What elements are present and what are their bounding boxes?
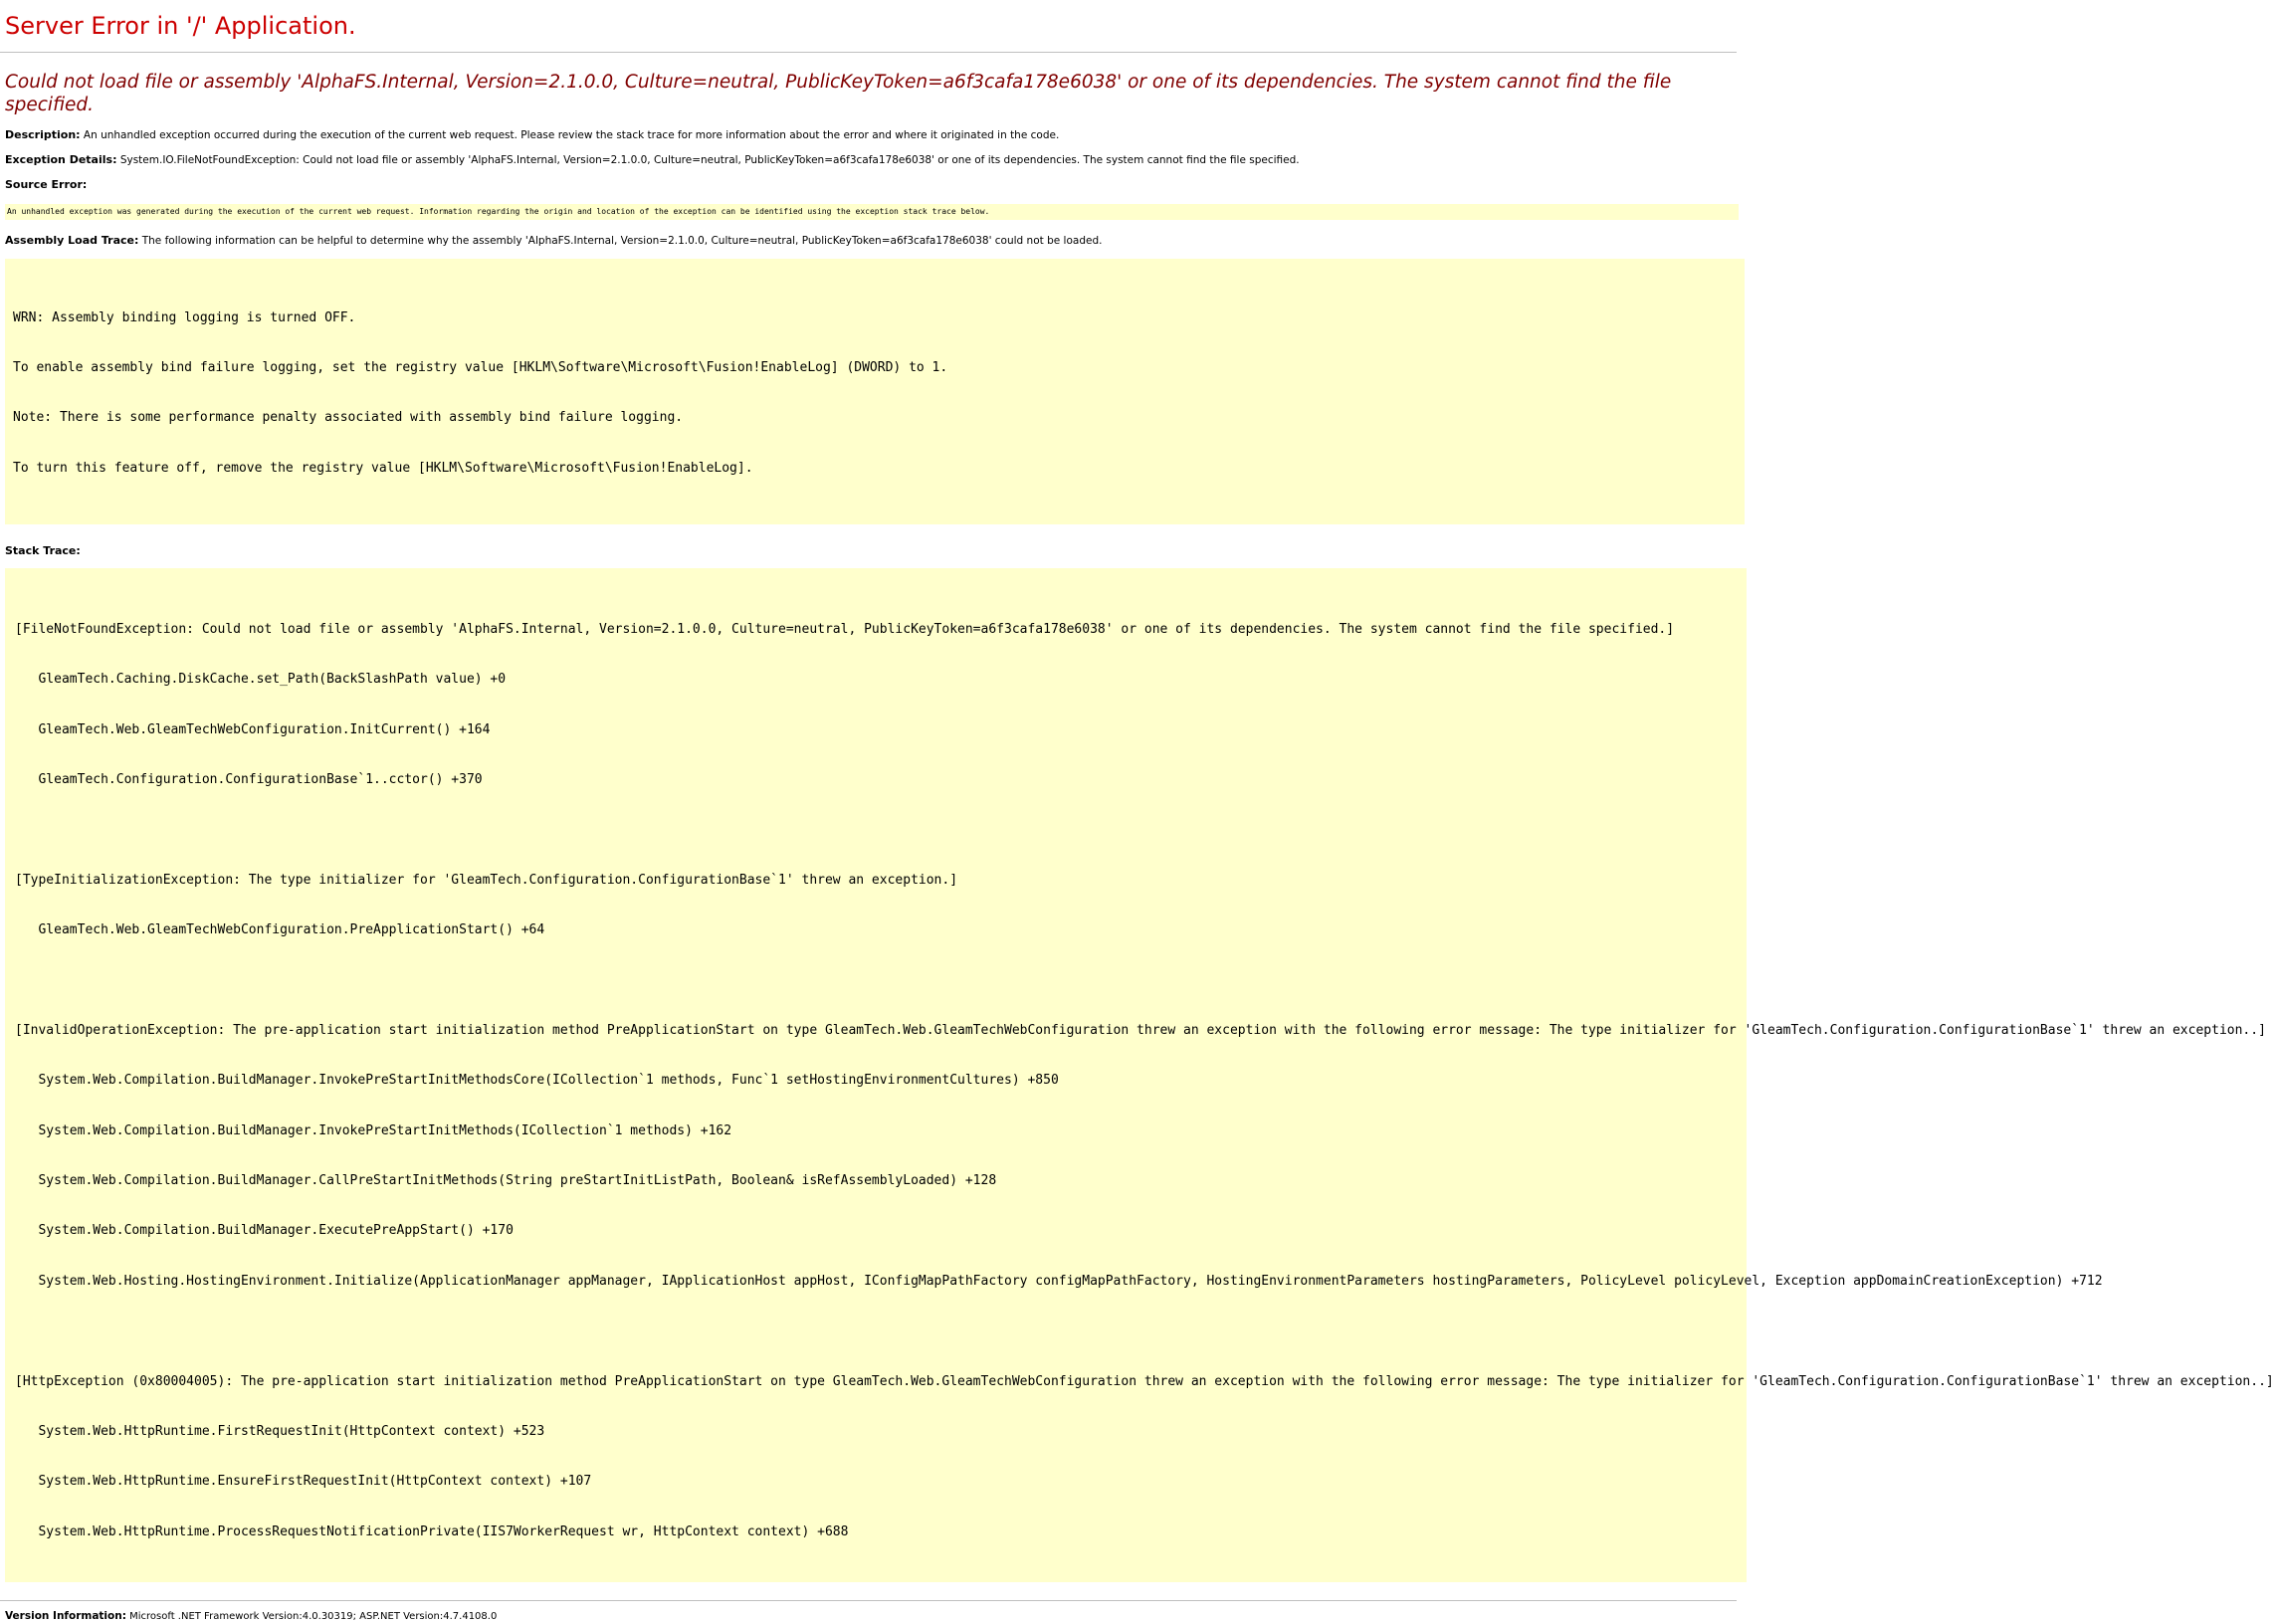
title-divider	[0, 52, 1737, 53]
source-error-label: Source Error:	[5, 178, 88, 191]
stack-line: System.Web.HttpRuntime.FirstRequestInit(HttpContext context) +523	[15, 1424, 545, 1439]
stack-line: [HttpException (0x80004005): The pre-application start initialization method PreApplicationStart on type GleamTech.Web.GleamTechWebConfiguration threw an exception with the following error message: The type initializer for 'GleamTech.Configuration.ConfigurationBase`1' threw an exception..]	[15, 1373, 2274, 1389]
source-error-box	[5, 204, 1739, 220]
error-message: Could not load file or assembly 'AlphaFS.Internal, Version=2.1.0.0, Culture=neutral, PublicKeyToken=a6f3cafa178e6038' or one of its dependencies. The system cannot find the file specified.	[5, 72, 1672, 115]
description-label: Description:	[5, 128, 81, 141]
stack-line: System.Web.HttpRuntime.EnsureFirstRequestInit(HttpContext context) +107	[15, 1474, 592, 1490]
version-information	[5, 1609, 1737, 1624]
stack-line: GleamTech.Web.GleamTechWebConfiguration.PreApplicationStart() +64	[15, 922, 545, 938]
trace-line: WRN: Assembly binding logging is turned OFF.	[13, 309, 356, 325]
stack-line: System.Web.HttpRuntime.ProcessRequestNotificationPrivate(IIS7WorkerRequest wr, HttpContext context) +688	[15, 1523, 849, 1539]
assembly-load-trace-text: The following information can be helpful to determine why the assembly 'AlphaFS.Internal, Version=2.1.0.0, Culture=neutral, PublicKeyToken=a6f3cafa178e6038' could not be loaded.	[141, 235, 1103, 247]
source-error-text: An unhandled exception was generated during the execution of the current web request. Information regarding the origin and location of the exception can be identified using the exception stack trace below.	[7, 207, 990, 216]
exception-details-label: Exception Details:	[5, 153, 117, 166]
stack-line: [FileNotFoundException: Could not load file or assembly 'AlphaFS.Internal, Version=2.1.0.0, Culture=neutral, PublicKeyToken=a6f3cafa178e6038' or one of its dependencies. The system cannot find the file specified.]	[15, 621, 1675, 637]
trace-line: To enable assembly bind failure logging, set the registry value [HKLM\Software\Microsoft\Fusion!EnableLog] (DWORD) to 1.	[13, 359, 948, 375]
trace-line: Note: There is some performance penalty associated with assembly bind failure logging.	[13, 410, 684, 426]
stack-trace-box	[5, 568, 2274, 1582]
trace-line: To turn this feature off, remove the registry value [HKLM\Software\Microsoft\Fusion!EnableLog].	[13, 460, 753, 476]
stack-line: System.Web.Compilation.BuildManager.InvokePreStartInitMethodsCore(ICollection`1 methods, Func`1 setHostingEnvironmentCultures) +850	[15, 1073, 1059, 1089]
stack-line: GleamTech.Configuration.ConfigurationBase`1..cctor() +370	[15, 771, 483, 787]
stack-line: [InvalidOperationException: The pre-application start initialization method PreApplicationStart on type GleamTech.Web.GleamTechWebConfiguration threw an exception with the following error message: The type initializer for 'GleamTech.Configuration.ConfigurationBase`1' threw an exception..]	[15, 1022, 2266, 1038]
exception-details	[5, 153, 1737, 167]
version-divider	[0, 1600, 1737, 1601]
stack-line: System.Web.Compilation.BuildManager.ExecutePreAppStart() +170	[15, 1223, 514, 1239]
description-text: An unhandled exception occurred during the execution of the current web request. Please review the stack trace for more information about the error and where it originated in the code.	[83, 129, 1060, 141]
stack-line: System.Web.Compilation.BuildManager.InvokePreStartInitMethods(ICollection`1 methods) +162	[15, 1122, 732, 1138]
version-information-text: Microsoft .NET Framework Version:4.0.30319; ASP.NET Version:4.7.4108.0	[129, 1611, 498, 1623]
stack-line	[15, 1323, 1747, 1340]
version-information-label: Version Information:	[5, 1610, 126, 1623]
assembly-load-trace-box	[5, 259, 1745, 524]
assembly-load-trace-label: Assembly Load Trace:	[5, 234, 139, 247]
page-title: Server Error in '/' Application.	[5, 12, 356, 40]
stack-line: GleamTech.Web.GleamTechWebConfiguration.InitCurrent() +164	[15, 721, 491, 737]
stack-line	[15, 972, 1747, 989]
stack-line: System.Web.Compilation.BuildManager.CallPreStartInitMethods(String preStartInitListPath, Boolean& isRefAssemblyLoaded) +128	[15, 1173, 997, 1189]
stack-line	[15, 822, 1747, 839]
assembly-load-trace	[5, 234, 1737, 248]
stack-line: System.Web.Hosting.HostingEnvironment.Initialize(ApplicationManager appManager, IApplicationHost appHost, IConfigMapPathFactory configMapPathFactory, HostingEnvironmentParameters hostingParameters, PolicyLevel policyLevel, Exception appDomainCreationException) +712	[15, 1273, 2103, 1289]
stack-line: [TypeInitializationException: The type initializer for 'GleamTech.Configuration.ConfigurationBase`1' threw an exception.]	[15, 872, 958, 888]
exception-details-text: System.IO.FileNotFoundException: Could not load file or assembly 'AlphaFS.Internal, Version=2.1.0.0, Culture=neutral, PublicKeyToken=a6f3cafa178e6038' or one of its dependencies. The system cannot find the file specified.	[119, 154, 1300, 166]
stack-line: GleamTech.Caching.DiskCache.set_Path(BackSlashPath value) +0	[15, 672, 507, 688]
description	[5, 128, 1737, 142]
stack-trace-label: Stack Trace:	[5, 544, 81, 558]
